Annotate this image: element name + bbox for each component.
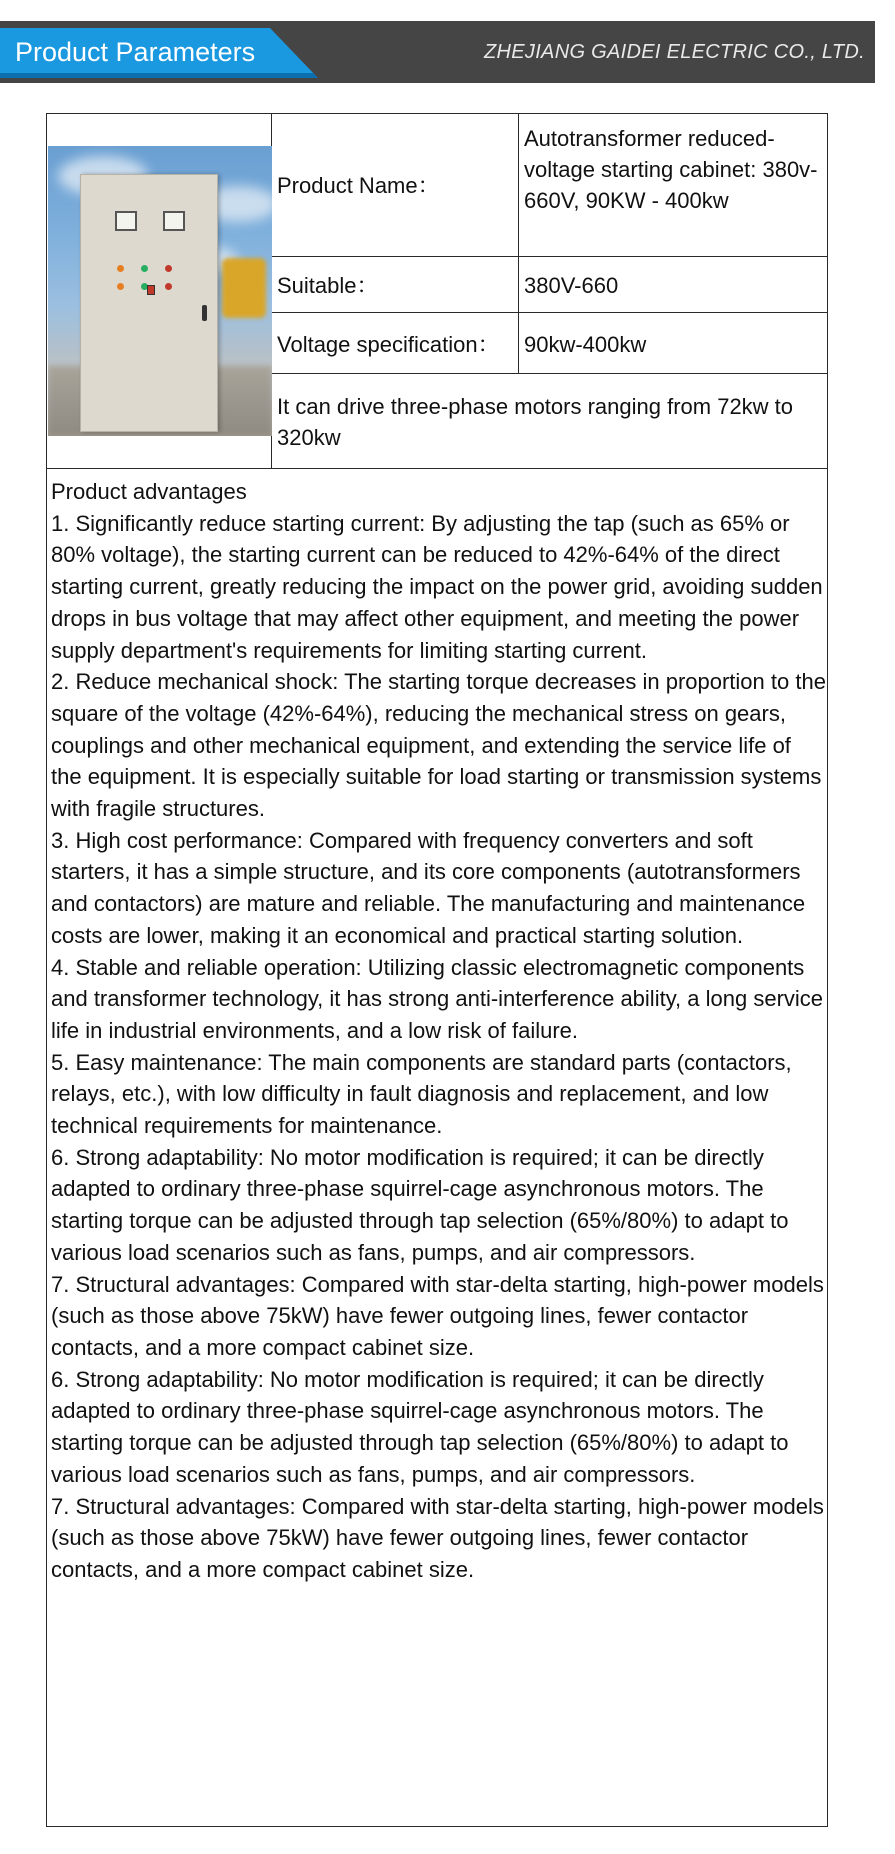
cabinet-illustration: [80, 174, 218, 432]
voltage-spec-label: Voltage specification：: [277, 332, 500, 357]
advantage-item: 3. High cost performance: Compared with frequency converters and soft starters, it has a simple structure, and its core components (autotransformers and contactors) are mature and reliable. The manufacturing and maintenance costs are lower, making it an economical and practical starting solution.: [51, 827, 806, 948]
table-divider: [271, 256, 828, 257]
voltage-spec-value: 90kw-400kw: [524, 332, 647, 357]
advantage-item: 6. Strong adaptability: No motor modification is required; it can be directly adapted to ordinary three-phase squirrel-cage asynchronous motors. The starting torque can be adjusted through tap selection (65%/80%) to adapt to various load scenarios such as fans, pumps, and air compressors.: [51, 1144, 789, 1265]
table-divider: [271, 373, 828, 374]
advantage-item: 1. Significantly reduce starting current: By adjusting the tap (such as 65% or 80% voltage), the starting current can be reduced to 42%-64% of the direct starting current, greatly reducing the impact on the power grid, avoiding sudden drops in bus voltage that may affect other equipment, and meeting the power supply department's requirements for limiting starting current.: [51, 510, 823, 663]
suitable-label: Suitable：: [277, 273, 379, 298]
table-divider: [271, 312, 828, 313]
product-photo: [48, 146, 272, 436]
table-divider: [518, 113, 519, 373]
advantages-section: [51, 476, 826, 1586]
advantage-item: 5. Easy maintenance: The main components are standard parts (contactors, relays, etc.), with low difficulty in fault diagnosis and replacement, and low technical requirements for maintenance.: [51, 1049, 792, 1139]
product-name-value: Autotransformer reduced-voltage starting cabinet: 380v- 660V, 90KW - 400kw: [524, 126, 818, 213]
banner-title: Product Parameters: [15, 37, 256, 67]
advantage-item: 6. Strong adaptability: No motor modification is required; it can be directly adapted to ordinary three-phase squirrel-cage asynchronous motors. The starting torque can be adjusted through tap selection (65%/80%) to adapt to various load scenarios such as fans, pumps, and air compressors.: [51, 1366, 789, 1487]
advantage-item: 7. Structural advantages: Compared with star-delta starting, high-power models (such as those above 75kW) have fewer outgoing lines, fewer contactor contacts, and a more compact cabinet size.: [51, 1271, 824, 1360]
advantage-item: 2. Reduce mechanical shock: The starting torque decreases in proportion to the square of the voltage (42%-64%), reducing the mechanical stress on gears, couplings and other mechanical equipment, and extending the service life of the equipment. It is especially suitable for load starting or transmission systems with fragile structures.: [51, 669, 826, 822]
advantage-item: 7. Structural advantages: Compared with star-delta starting, high-power models (such as those above 75kW) have fewer outgoing lines, fewer contactor contacts, and a more compact cabinet size.: [51, 1493, 824, 1582]
table-divider: [46, 468, 828, 469]
product-name-label: Product Name：: [277, 173, 440, 198]
company-name: ZHEJIANG GAIDEI ELECTRIC CO., LTD.: [484, 41, 865, 63]
suitable-value: 380V-660: [524, 273, 619, 298]
advantages-heading: Product advantages: [51, 479, 247, 504]
motor-range-note: It can drive three-phase motors ranging from 72kw to 320kw: [277, 394, 794, 450]
advantage-item: 4. Stable and reliable operation: Utilizing classic electromagnetic components and transformer technology, it has strong anti-interference ability, a long service life in industrial environments, and a low risk of failure.: [51, 954, 824, 1043]
